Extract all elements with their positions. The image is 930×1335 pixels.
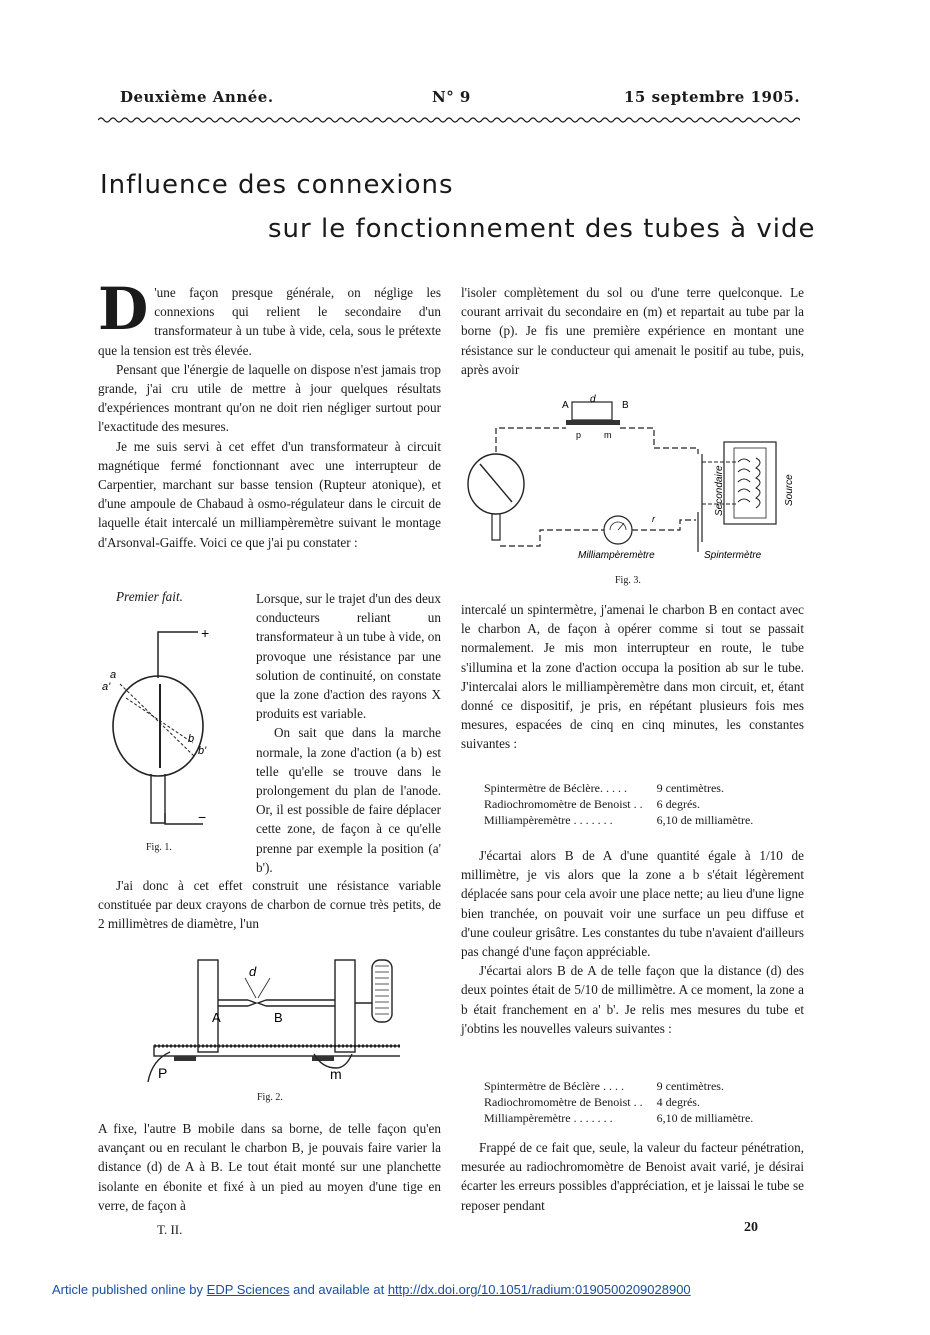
paragraph-transformateur: Je me suis servi à cet effet d'un transformateur à circuit magnétique fermé fonctionnant avec une interrupteur de Carpentier, marchant sur basse tension (Rupteur atonique), et d'une ampoule de Chabaud à osmo-régulateur dans le circuit de laquelle était intercalé un milliampèremètre suivant le montage d'Arsonval-Gaiffe. Voici ce que j'ai pu constater : [98,438,441,550]
left-column-mid [98,876,441,934]
table-row: Milliampèremètre . . . . . . . 6,10 de milliamètre. [484,813,754,827]
doi-link[interactable]: http://dx.doi.org/10.1051/radium:0190500209028900 [387,1282,691,1297]
right-column-top [461,283,804,379]
fig2-m-label: m [330,1066,342,1082]
right-column-bottom [461,1138,804,1215]
paragraph-jecartai-1: J'écartai alors B de A d'une quantité égale à 1/10 de millimètre, je vis alors que la zone a b s'était légèrement déplacée sans pour cela avoir une place nette; au lieu d'une ligne bien tranchée, on pouvait voir une surface un peu diffuse et d'une couleur grisâtre. Les constantes du tube n'avaient d'ailleurs pas changé d'une façon appréciable. [461,848,804,960]
fig3-m-label: m [604,430,612,440]
fig2-d-label: d [249,964,257,979]
journal-year: Deuxième Année. [120,88,274,106]
paragraph-jecartai-2: J'écartai alors B de A de telle façon que la distance (d) des deux pointes était de 5/10 de millimètre. A ce moment, la zone a b était franchement en a' b'. Je relis mes mesures du tube et j'obtins les nouvelles valeurs suivantes : [461,963,804,1036]
table-row: Spintermètre de Béclère . . . . 9 centimètres. [484,1079,724,1093]
fig3-B-label: B [622,400,629,411]
fig1-b-prime-label: b' [198,745,207,757]
figure-3-circuit [466,392,806,570]
fig1-minus-label: − [198,809,207,825]
fig2-A-label: A [212,1010,221,1025]
table-row: Radiochromomètre de Benoist . . 6 degrés. [484,797,700,811]
fig2-B-label: B [274,1010,283,1025]
left-column-bottom [98,1119,441,1215]
right-column-mid [461,600,804,754]
fig3-d-label: d [590,394,596,405]
table-row: Spintermètre de Béclère. . . . . 9 centimètres. [484,781,724,795]
tome-number: T. II. [157,1222,183,1237]
figure-3-caption: Fig. 3. [615,575,641,586]
paragraph-intro: D 'une façon presque générale, on néglige les connexions qui relient le secondaire d'un transformateur à un tube à vide, cela, sous le prétexte que la tension est très élevée. [98,275,441,358]
left-column-top [98,275,441,552]
page-number: 20 [744,1220,758,1235]
fig1-a-label: a [110,669,117,681]
premier-fait-label: Premier fait. [116,589,183,604]
paragraph-a-fixe: A fixe, l'autre B mobile dans sa borne, de telle façon qu'en avançant ou en reculant le charbon B, je pouvais faire varier la distance (d) de A à B. Le tout était monté sur une planchette isolante en ébonite et fixé à un pied au moyen d'une tige en verre, de façon à [98,1121,441,1213]
fig1-a-prime-label: a' [102,681,111,693]
paragraph-frappe: Frappé de ce fait que, seule, la valeur du facteur pénétration, mesurée au radiochromomètre de Benoist avait varié, je désirai écarter les erreurs possibles d'appréciation, et je laissai le tube se reposer pendant [461,1140,804,1213]
paragraph-on-sait: On sait que dans la marche normale, la zone d'action (a b) est telle qu'elle se trouve dans le prolongement du plan de l'anode. Or, il est possible de faire déplacer cette zone, de façon à ce qu'elle prenne par exemple la position (a' b'). [256,725,441,875]
paragraph-intercale: intercalé un spintermètre, j'amenai le charbon B en contact avec le charbon A, de façon à opérer comme si tout se passait normalement. Je mis mon interrupteur en route, le tube s'illumina et la zone d'action occupa la position ab sur le tube. J'intercalai alors le milliampèremètre dans mon circuit, et, étant donné ce dispositif, je pris, en répétant plusieurs fois mes mesures, espacées de cinq en cinq minutes, les constantes suivantes : [461,602,804,752]
footer-prefix: Article published online by [52,1282,207,1297]
table-row: Radiochromomètre de Benoist . . 4 degrés. [484,1095,700,1109]
fig1-b-label: b [188,733,195,745]
article-title-line1: Influence des connexions [100,170,454,200]
table-row: Milliampèremètre . . . . . . . 6,10 de milliamètre. [484,1111,754,1125]
paragraph-premier-fait: Lorsque, sur le trajet d'un des deux conducteurs reliant un transformateur à un tube à vide, on provoque une résistance par une solution de continuité, on constate que la zone d'action des rayons X produits est variable. [256,591,441,722]
fig3-source-label: Source [784,474,795,506]
right-column-lower [461,846,804,1038]
paragraph-isoler: l'isoler complètement du sol ou d'une terre quelconque. Le courant arrivait du secondaire en (m) et repartait au tube par la borne (p). Je fis une première expérience en montant une résistance sur le conducteur qui amenait le positif au tube, puis, après avoir [461,285,804,377]
paragraph-energie: Pensant que l'énergie de laquelle on dispose n'est jamais trop grande, j'ai cru utile de mettre à jour quelques résultats d'expériences montrant qu'on ne doit rien négliger surtout pour l'exactitude des mesures. [98,361,441,435]
issue-date: 15 septembre 1905. [624,88,801,106]
publication-footer [0,1282,930,1297]
constants-table-2 [484,1078,757,1126]
figure-2-resistance [140,950,400,1082]
fig3-r-label: r [652,514,655,524]
figure-1-tube [98,618,258,833]
decorative-rule [98,114,800,126]
fig2-P-label: P [158,1065,168,1081]
figure-1-caption: Fig. 1. [146,842,172,853]
drop-cap: D [98,275,149,343]
fig3-spinter-label: Spintermètre [704,550,762,561]
fig3-p-label: p [576,430,582,440]
publisher-link[interactable]: EDP Sciences [206,1282,290,1297]
fig3-secondaire-label: Secondaire [714,465,725,516]
figure-2-caption: Fig. 2. [257,1092,283,1103]
fig1-plus-label: + [201,625,210,641]
fig3-A-label: A [562,400,569,411]
premier-fait-column [256,589,441,877]
constants-table-1 [484,780,757,828]
paragraph-jai-donc: J'ai donc à cet effet construit une résistance variable constituée par deux crayons de charbon de cornue très petits, de 2 millimètres de diamètre, l'un [98,878,441,932]
fig3-milliamp-label: Milliampèremètre [578,550,655,561]
footer-middle: and available at [289,1282,388,1297]
article-title-line2: sur le fonctionnement des tubes à vide [268,214,816,244]
issue-number: N° 9 [432,88,471,106]
